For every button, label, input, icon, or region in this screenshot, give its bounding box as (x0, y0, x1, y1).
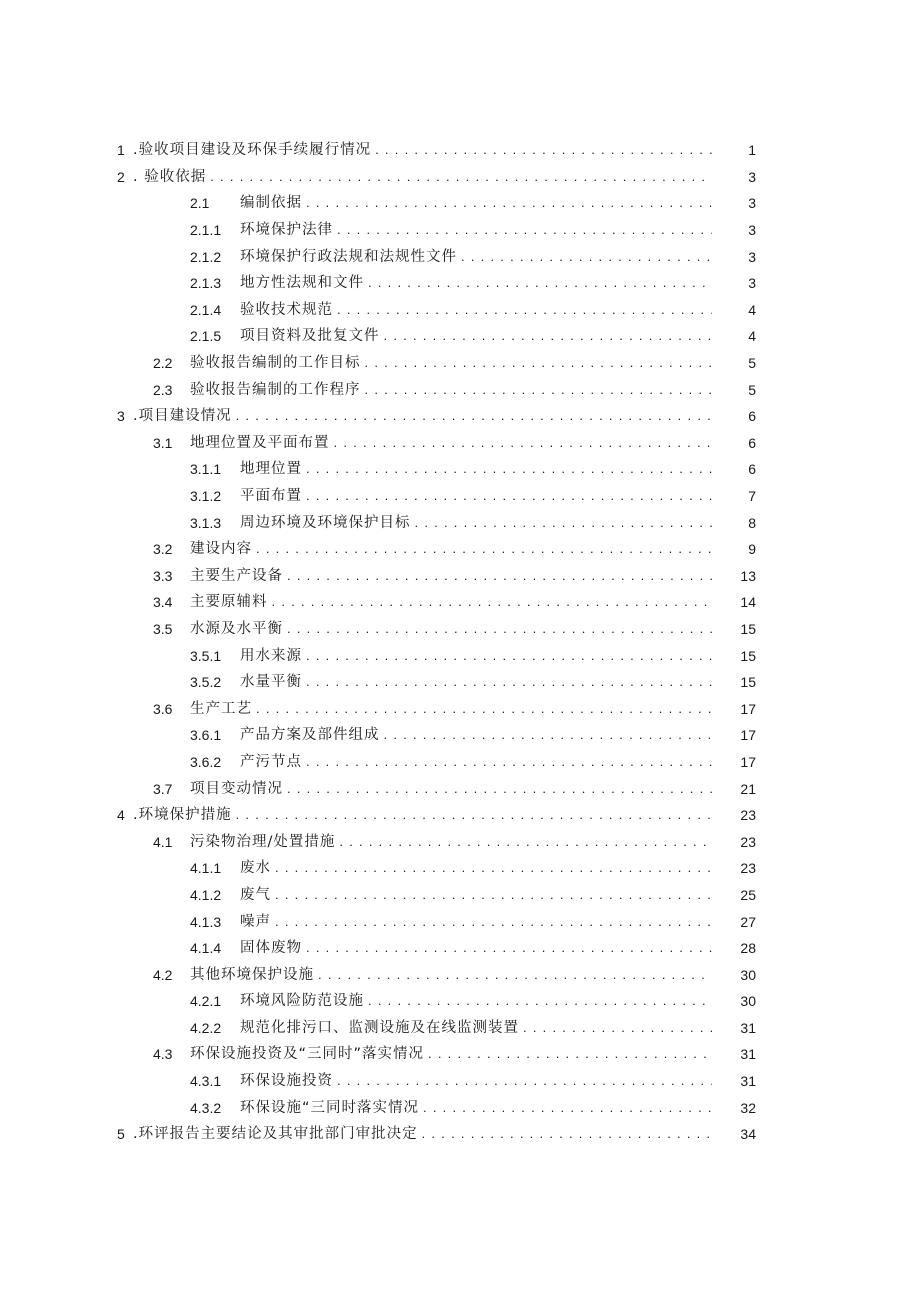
toc-page-number: 3 (748, 222, 756, 239)
toc-leader-dots (256, 700, 712, 718)
toc-page-number: 17 (740, 700, 756, 717)
toc-title: 主要原辅料 (190, 594, 268, 611)
toc-entry[interactable] (0, 190, 920, 217)
toc-number: 4.1 (153, 833, 173, 850)
toc-number: 3.4 (153, 594, 173, 611)
toc-entry[interactable] (0, 616, 920, 643)
toc-title: 废气 (240, 886, 271, 903)
toc-entry[interactable] (0, 563, 920, 590)
toc-number: 3.3 (153, 567, 173, 584)
toc-title: 主要生产设备 (190, 567, 283, 584)
toc-number: 2.1 (190, 195, 210, 212)
toc-leader-dots (275, 913, 712, 931)
toc-number: 4.3.1 (190, 1073, 222, 1090)
toc-leader-dots (337, 301, 712, 319)
toc-number: 4.1.4 (190, 940, 222, 957)
toc-title: 水源及水平衡 (190, 620, 283, 637)
toc-number: 4.3.2 (190, 1099, 222, 1116)
toc-title: 建设内容 (190, 541, 252, 558)
toc-leader-dots (306, 487, 712, 505)
toc-entry[interactable] (0, 855, 920, 882)
toc-page-number: 8 (748, 514, 756, 531)
toc-page-number: 25 (740, 886, 756, 903)
toc-page-number: 1 (748, 142, 756, 159)
toc-entry[interactable] (0, 483, 920, 510)
toc-title: 水量平衡 (240, 674, 302, 691)
toc-page-number: 3 (748, 168, 756, 185)
toc-page-number: 34 (740, 1126, 756, 1143)
toc-leader-dots (287, 780, 712, 798)
toc-title: .环评报告主要结论及其审批部门审批决定 (133, 1126, 418, 1143)
table-of-contents (0, 137, 920, 1148)
toc-title: 用水来源 (240, 647, 302, 664)
toc-title: 固体废物 (240, 940, 302, 957)
toc-number: 2.1.5 (190, 328, 222, 345)
toc-number: 3.7 (153, 780, 173, 797)
toc-page-number: 23 (740, 860, 756, 877)
toc-entry[interactable] (0, 270, 920, 297)
toc-page-number: 13 (740, 567, 756, 584)
toc-page-number: 5 (748, 381, 756, 398)
toc-title: 污染物治理/处置措施 (190, 833, 336, 850)
toc-number: 2.2 (153, 355, 173, 372)
toc-page-number: 28 (740, 940, 756, 957)
toc-number: 3.1.1 (190, 461, 222, 478)
toc-number: 2.3 (153, 381, 173, 398)
toc-number: 4.1.1 (190, 860, 222, 877)
toc-leader-dots (337, 1072, 712, 1090)
toc-title: 地方性法规和文件 (240, 275, 364, 292)
toc-entry[interactable] (0, 1041, 920, 1068)
toc-page-number: 30 (740, 993, 756, 1010)
toc-page-number: 5 (748, 355, 756, 372)
toc-entry[interactable] (0, 350, 920, 377)
toc-leader-dots (287, 567, 712, 585)
toc-number: 4.2.1 (190, 993, 222, 1010)
toc-number: 3.1 (153, 434, 173, 451)
toc-number: 3.2 (153, 541, 173, 558)
toc-entry[interactable] (0, 749, 920, 776)
toc-entry[interactable] (0, 536, 920, 563)
toc-entry[interactable] (0, 430, 920, 457)
toc-page-number: 17 (740, 753, 756, 770)
toc-page-number: 9 (748, 541, 756, 558)
toc-page-number: 6 (748, 408, 756, 425)
toc-leader-dots (368, 274, 712, 292)
toc-entry[interactable] (0, 882, 920, 909)
toc-entry[interactable] (0, 297, 920, 324)
toc-leader-dots (236, 407, 712, 425)
toc-title: 环境保护法律 (240, 222, 333, 239)
toc-page-number: 32 (740, 1099, 756, 1116)
toc-leader-dots (384, 327, 713, 345)
toc-leader-dots (375, 141, 712, 159)
toc-entry[interactable] (0, 323, 920, 350)
toc-title: 验收报告编制的工作目标 (190, 355, 361, 372)
toc-page-number: 3 (748, 248, 756, 265)
toc-page-number: 15 (740, 674, 756, 691)
toc-title: 环保设施投资及“三同时”落实情况 (190, 1046, 425, 1063)
toc-leader-dots (210, 168, 712, 186)
toc-page-number: 7 (748, 488, 756, 505)
toc-title: .环境保护措施 (133, 807, 232, 824)
toc-title: 环境风险防范设施 (240, 993, 364, 1010)
toc-leader-dots (306, 753, 712, 771)
toc-entry[interactable] (0, 1015, 920, 1042)
toc-number: 3.5 (153, 620, 173, 637)
toc-leader-dots (306, 939, 712, 957)
toc-title: 验收报告编制的工作程序 (190, 381, 361, 398)
toc-entry[interactable] (0, 828, 920, 855)
toc-page-number: 15 (740, 620, 756, 637)
toc-leader-dots (365, 354, 713, 372)
toc-leader-dots (339, 833, 712, 851)
toc-number: 3.6.1 (190, 727, 222, 744)
toc-leader-dots (306, 460, 712, 478)
toc-page-number: 30 (740, 966, 756, 983)
toc-page-number: 14 (740, 594, 756, 611)
toc-number: 3.6.2 (190, 753, 222, 770)
toc-title: 环境保护行政法规和法规性文件 (240, 248, 457, 265)
toc-entry[interactable] (0, 695, 920, 722)
toc-page-number: 6 (748, 434, 756, 451)
toc-page-number: 3 (748, 275, 756, 292)
toc-leader-dots (236, 806, 712, 824)
toc-page-number: 23 (740, 833, 756, 850)
toc-page-number: 23 (740, 807, 756, 824)
toc-entry[interactable]: 4 .环境保护措施 . . . 23 (0, 802, 920, 829)
toc-entry[interactable] (0, 509, 920, 536)
toc-leader-dots (306, 194, 712, 212)
toc-page-number: 15 (740, 647, 756, 664)
toc-title: 项目变动情况 (190, 780, 283, 797)
toc-leader-dots (422, 1125, 712, 1143)
toc-page-number: 4 (748, 301, 756, 318)
toc-number: 4.2 (153, 966, 173, 983)
toc-leader-dots (365, 381, 713, 399)
toc-title: 环保设施“三同时落实情况 (240, 1099, 420, 1116)
toc-title: 废水 (240, 860, 271, 877)
toc-page-number: 6 (748, 461, 756, 478)
toc-number: 4.1.2 (190, 886, 222, 903)
toc-entry[interactable] (0, 642, 920, 669)
toc-title: 其他环境保护设施 (190, 966, 314, 983)
toc-entry[interactable] (0, 217, 920, 244)
toc-leader-dots (318, 966, 712, 984)
toc-entry[interactable] (0, 669, 920, 696)
toc-entry[interactable] (0, 589, 920, 616)
toc-number: 3.1.2 (190, 488, 222, 505)
toc-number: 2.1.2 (190, 248, 222, 265)
toc-title: 生产工艺 (190, 700, 252, 717)
toc-title: 周边环境及环境保护目标 (240, 514, 411, 531)
toc-entry[interactable] (0, 1068, 920, 1095)
toc-entry[interactable] (0, 243, 920, 270)
toc-entry[interactable] (0, 1094, 920, 1121)
toc-number: 4.2.2 (190, 1019, 222, 1036)
toc-title: 验收技术规范 (240, 301, 333, 318)
toc-page-number: 31 (740, 1046, 756, 1063)
toc-number: 4.1.3 (190, 913, 222, 930)
toc-page-number: 3 (748, 195, 756, 212)
toc-entry[interactable] (0, 908, 920, 935)
toc-leader-dots (334, 434, 713, 452)
toc-leader-dots (306, 647, 712, 665)
toc-entry[interactable] (0, 988, 920, 1015)
toc-title: 项目资料及批复文件 (240, 328, 380, 345)
toc-leader-dots (415, 514, 713, 532)
toc-page-number: 31 (740, 1019, 756, 1036)
toc-leader-dots (461, 248, 712, 266)
toc-title: 平面布置 (240, 488, 302, 505)
toc-number: 3.1.3 (190, 514, 222, 531)
toc-entry[interactable]: 2 . 验收依据 . . . 3 (0, 164, 920, 191)
toc-entry[interactable] (0, 456, 920, 483)
toc-entry[interactable] (0, 935, 920, 962)
toc-number: 2.1.3 (190, 275, 222, 292)
toc-page-number: 21 (740, 780, 756, 797)
toc-title: 地理位置 (240, 461, 302, 478)
toc-title: 规范化排污口、监测设施及在线监测装置 (240, 1019, 519, 1036)
toc-entry[interactable]: 3 .项目建设情况 . . . 6 (0, 403, 920, 430)
toc-leader-dots (306, 673, 712, 691)
toc-page-number: 17 (740, 727, 756, 744)
toc-leader-dots (275, 859, 712, 877)
toc-leader-dots (368, 992, 712, 1010)
toc-title: .验收项目建设及环保手续履行情况 (133, 142, 372, 159)
toc-entry[interactable] (0, 775, 920, 802)
toc-page-number: 27 (740, 913, 756, 930)
toc-entry[interactable] (0, 376, 920, 403)
toc-leader-dots (287, 620, 712, 638)
toc-title: 噪声 (240, 913, 271, 930)
toc-number: 3.6 (153, 700, 173, 717)
toc-title: 环保设施投资 (240, 1073, 333, 1090)
toc-number: 2.1.4 (190, 301, 222, 318)
toc-title: .项目建设情况 (133, 408, 232, 425)
toc-leader-dots (523, 1019, 712, 1037)
toc-leader-dots (256, 540, 712, 558)
toc-title: 地理位置及平面布置 (190, 434, 330, 451)
toc-leader-dots (423, 1099, 712, 1117)
toc-entry[interactable]: 5 .环评报告主要结论及其审批部门审批决定 . . . 34 (0, 1121, 920, 1148)
toc-leader-dots (337, 221, 712, 239)
toc-leader-dots (275, 886, 712, 904)
toc-leader-dots (384, 726, 713, 744)
toc-leader-dots (428, 1045, 712, 1063)
toc-entry[interactable] (0, 961, 920, 988)
toc-page-number: 31 (740, 1073, 756, 1090)
toc-number: 2.1.1 (190, 222, 222, 239)
toc-number: 3.5.2 (190, 674, 222, 691)
toc-title: 产品方案及部件组成 (240, 727, 380, 744)
toc-leader-dots (272, 593, 713, 611)
toc-page-number: 4 (748, 328, 756, 345)
toc-title: 产污节点 (240, 753, 302, 770)
toc-number: 3.5.1 (190, 647, 222, 664)
toc-entry[interactable] (0, 722, 920, 749)
toc-number: 4.3 (153, 1046, 173, 1063)
toc-entry[interactable]: 1 .验收项目建设及环保手续履行情况 . . . 1 (0, 137, 920, 164)
toc-title: . 验收依据 (133, 168, 207, 185)
toc-title: 编制依据 (240, 195, 302, 212)
